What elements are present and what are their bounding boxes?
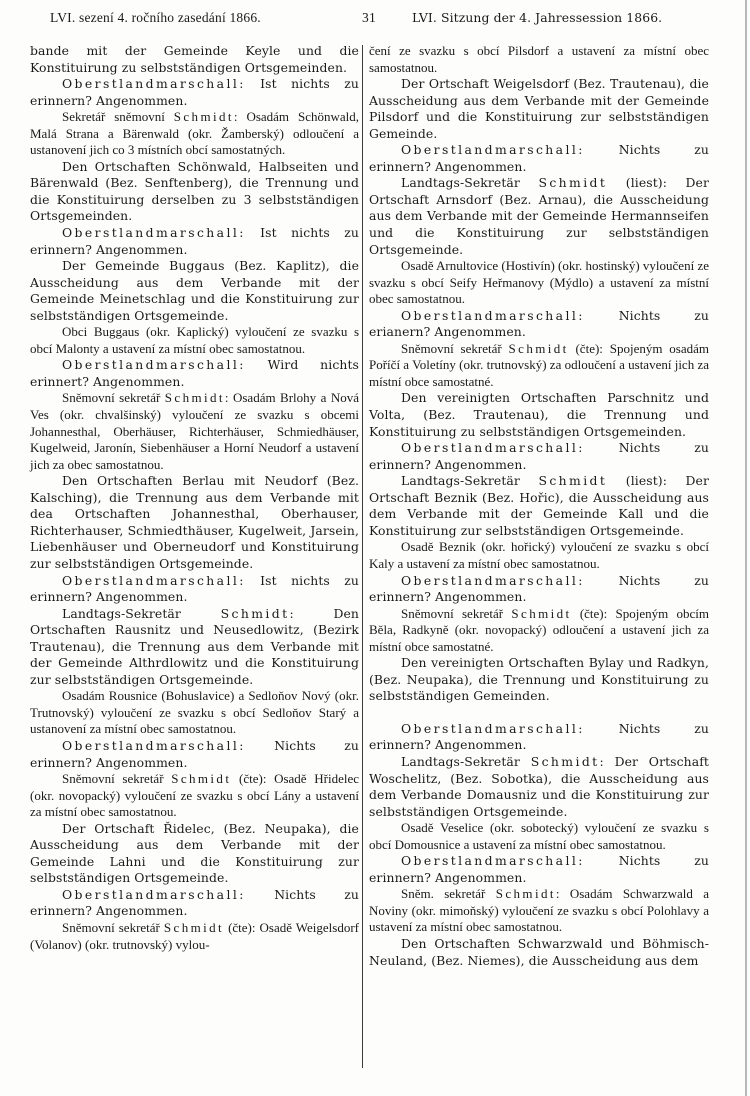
paragraph [369, 76, 709, 142]
paragraph [30, 357, 359, 390]
paragraph [30, 606, 359, 689]
paragraph-text: Nichts zu erinnern? Angenommen. [369, 572, 709, 605]
paragraph [369, 820, 709, 853]
speaker-title: Landtags-Sekretär [401, 175, 539, 191]
speaker-name: Oberstlandmarschall: [62, 357, 246, 373]
paragraph-text: Nichts zu erinnern? Angenommen. [30, 737, 359, 770]
paragraph-text: Der Ortschaft Weigelsdorf (Bez. Trautenau), die Ausscheidung aus dem Verbande mit der Gemeinde Pilsdorf und die Konstituirung zur selbstständigen Gemeinde. [369, 76, 709, 141]
header-czech-title: LVI. sezení 4. ročního zasedání 1866. [50, 10, 261, 25]
speaker-name: Oberstlandmarschall: [401, 142, 585, 158]
paragraph [30, 688, 359, 738]
speaker-name: Schmidt [220, 605, 290, 621]
speaker-title: Sněm. sekretář [401, 886, 496, 902]
paragraph [369, 936, 709, 969]
speaker-name: Oberstlandmarschall: [401, 307, 585, 323]
paragraph [369, 175, 709, 258]
running-header [0, 10, 750, 32]
paragraph [369, 473, 709, 539]
paragraph [369, 440, 709, 473]
paragraph [369, 655, 709, 705]
paragraph [369, 721, 709, 754]
paragraph-text: (čte): Spojeným osadám Poříčí a Voletíny (okr. trutnovský) za odloučení a ustavení jich za místní obce samostatné. [369, 340, 709, 389]
paragraph [30, 258, 359, 324]
paragraph [369, 853, 709, 886]
paragraph-text: Nichts zu erinnern? Angenommen. [30, 886, 359, 919]
paragraph [369, 308, 709, 341]
speaker-name: Oberstlandmarschall: [401, 720, 585, 736]
paragraph-text: Der Ortschaft Řidelec, (Bez. Neupaka), die Ausscheidung aus dem Verbande mit der Gemeinde Lahni und die Konstituirung zur selbstständigen Ortsgemeinde. [30, 820, 359, 886]
paragraph-text: Osadě Beznik (okr. hořický) vyloučení ze svazku s obcí Kaly a ustavení za místní obec samostatnou. [369, 539, 709, 571]
right-column [369, 43, 709, 969]
paragraph-text: Ist nichts zu erinnern? Angenommen. [30, 572, 359, 605]
paragraph-text: Ist nichts zu erinnern? Angenommen. [30, 225, 359, 257]
paragraph [30, 821, 359, 887]
speaker-name: Oberstlandmarschall: [62, 886, 246, 902]
paragraph [30, 887, 359, 920]
page-edge-border [745, 0, 747, 1096]
paragraph [369, 390, 709, 440]
paragraph [369, 886, 709, 936]
speaker-title: Sněmovní sekretář [62, 390, 165, 406]
speaker-title: Sněmovní sekretář [401, 605, 512, 621]
speaker-title: Sekretář sněmovní [62, 109, 174, 125]
paragraph [30, 920, 359, 953]
speaker-name: Oberstlandmarschall: [62, 225, 246, 241]
paragraph [30, 159, 359, 225]
speaker-title: Landtags-Sekretär [401, 753, 531, 769]
paragraph-text: Osadě Arnultovice (Hostivín) (okr. hostinský) vyloučení ze svazku s obcí Seify Heřmanovy (Mýdlo) a ustavení za místní obec samostatnou. [369, 258, 709, 307]
speaker-name: Schmidt [173, 109, 234, 125]
speaker-name: Oberstlandmarschall: [62, 737, 246, 753]
left-column [30, 43, 359, 953]
paragraph [30, 473, 359, 572]
paragraph-text: : Osadám Schwarzwald a Noviny (okr. mimoňský) vyloučení ze svazku s obcí Polohlavy a ustavení za místní obec samostatnou. [369, 886, 709, 935]
speaker-title: Sněmovní sekretář [62, 771, 172, 787]
header-german-title: LVI. Sitzung der 4. Jahressession 1866. [412, 10, 663, 25]
speaker-name: Schmidt [495, 886, 556, 902]
paragraph-text: (liest): Der Ortschaft Arnsdorf (Bez. Arnau), die Ausscheidung aus dem Verbande mit der Gemeinde Hermannseifen und die Konstituirung zur selbstständigen Ortsgemeinde. [369, 175, 709, 257]
paragraph [369, 539, 709, 572]
paragraph-text: (čte): Spojeným obcím Běla, Radkyně (okr. novopacký) odloučení a ustavení jich za místní obce samostatné. [369, 605, 709, 654]
speaker-name: Schmidt [530, 753, 600, 769]
paragraph [369, 258, 709, 308]
paragraph-text: (liest): Der Ortschaft Beznik (Bez. Hořic), die Ausscheidung aus dem Verbande mit der Gemeinde Kall und die Konstituirung zur selbstständigen Ortsgemeinde. [369, 473, 709, 538]
paragraph-text: Den Ortschaften Schwarzwald und Böhmisch-Neuland, (Bez. Niemes), die Ausscheidung aus dem [369, 935, 709, 968]
paragraph [369, 142, 709, 175]
paragraph-text: bande mit der Gemeinde Keyle und die Konstituirung zu selbstständigen Ortsgemeinden. [30, 43, 359, 75]
speaker-name: Schmidt [508, 340, 569, 356]
speaker-name: Oberstlandmarschall: [401, 572, 585, 588]
paragraph-text: Den Ortschaften Berlau mit Neudorf (Bez. Kalsching), die Trennung aus dem Verbande mit dea Ortschaften Johannesthal, Oberhauser, Richterhauser, Schmiedthäuser, Kugelweit, Jarsein, Liebenhäuser und Oberneudorf und Konstituirung zur selbstständigen Ortsgemeinde. [30, 473, 359, 571]
paragraph-text: : Osadám Brlohy a Nová Ves (okr. chvalšinský) vyloučení ze svazku s obcemi Johannesthal, Oberhäuser, Richterhäuser, Schmiedhäuser, Kugelweid, Jaronín, Siebenhäuser a Horní Neudorf a ustavení jich za obec samostatnou. [30, 390, 359, 472]
speaker-name: Oberstlandmarschall: [62, 76, 246, 92]
paragraph [30, 43, 359, 76]
paragraph-text: Den vereinigten Ortschaften Bylay und Radkyn, (Bez. Neupaka), die Trennung und Konstituirung zu selbstständigen Gemeinden. [369, 655, 709, 704]
speaker-name: Schmidt [538, 175, 608, 191]
paragraph [30, 738, 359, 771]
speaker-title: Sněmovní sekretář [401, 340, 509, 356]
paragraph [369, 43, 709, 76]
speaker-name: Schmidt [538, 473, 608, 489]
speaker-name: Oberstlandmarschall: [62, 572, 246, 588]
speaker-title: Sněmovní sekretář [62, 919, 164, 935]
paragraph-text: čení ze svazku s obcí Pilsdorf a ustavení za místní obec samostatnou. [369, 43, 709, 75]
paragraph-text: Ist nichts zu erinnern? Angenommen. [30, 76, 359, 108]
paragraph-text: : Den Ortschaften Rausnitz und Neusedlowitz, (Bezirk Trautenau), die Trennung aus dem Verbande mit der Gemeinde Althrdlowitz und die Konstituirung zur selbstständigen Ortsgemeinde. [30, 605, 359, 687]
paragraph [30, 573, 359, 606]
paragraph [30, 225, 359, 258]
speaker-name: Schmidt [511, 605, 572, 621]
speaker-name: Oberstlandmarschall: [401, 440, 585, 456]
paragraph [30, 324, 359, 357]
speaker-name: Schmidt [164, 390, 225, 406]
paragraph-text: Osadám Rousnice (Bohuslavice) a Sedloňov Nový (okr. Trutnovský) vyloučení ze svazku s obcí Sedloňov Starý a ustanovení za místní obec samostatnou. [30, 688, 359, 737]
paragraph-text: Wird nichts erinnert? Angenommen. [30, 357, 359, 389]
paragraph-text: (čte): Osadě Hřidelec (okr. novopacký) vyloučení ze svazku s obcí Lány a ustavení za místní obec samostatnou. [30, 771, 359, 820]
paragraph-text: Nichts zu erinnern? Angenommen. [369, 853, 709, 885]
speaker-title: Landtags-Sekretär [62, 605, 221, 621]
paragraph [30, 109, 359, 159]
paragraph-text: Den vereinigten Ortschaften Parschnitz und Volta, (Bez. Trautenau), die Trennung und Konstituirung zu selbstständigen Ortsgemeinden. [369, 390, 709, 439]
paragraph-text: : Der Ortschaft Woschelitz, (Bez. Sobotka), die Ausscheidung aus dem Verbande Domausniz und die Konstituirung zur selbstständigen Ortsgemeinde. [369, 753, 709, 819]
paragraph-text: Osadě Veselice (okr. sobotecký) vyloučení ze svazku s obcí Domousnice a ustavení za místní obec samostatnou. [369, 820, 709, 852]
paragraph [369, 341, 709, 391]
paragraph-text: Den Ortschaften Schönwald, Halbseiten und Bärenwald (Bez. Senftenberg), die Trennung und die Konstituirung derselben zu 3 selbstständigen Ortsgemeinden. [30, 158, 359, 224]
paragraph-text: (čte): Osadě Weigelsdorf (Volanov) (okr. trutnovský) vylou- [30, 919, 359, 952]
paragraph-text: Obci Buggaus (okr. Kaplický) vyloučení ze svazku s obcí Malonty a ustavení za místní obec samostatnou. [30, 324, 359, 356]
paragraph [369, 754, 709, 820]
paragraph [30, 390, 359, 473]
column-divider [362, 45, 363, 1068]
speaker-name: Oberstlandmarschall: [401, 853, 585, 869]
paragraph-text: : Osadám Schönwald, Malá Strana a Bärenwald (okr. Žamberský) odloučení a ustanovení jich co 3 místních obcí samostatných. [30, 109, 359, 158]
speaker-name: Schmidt [171, 771, 232, 787]
page-number: 31 [362, 10, 376, 25]
paragraph-text: Nichts zu erinnern? Angenommen. [369, 440, 709, 472]
paragraph [30, 76, 359, 109]
paragraph-text: Nichts zu erinnern? Angenommen. [369, 720, 709, 753]
paragraph-text: Nichts zu erinnern? Angenommen. [369, 142, 709, 174]
paragraph [30, 771, 359, 821]
speaker-title: Landtags-Sekretär [401, 473, 539, 489]
paragraph-text: Nichts zu erianern? Angenommen. [369, 307, 709, 340]
paragraph [369, 573, 709, 606]
paragraph-text: Der Gemeinde Buggaus (Bez. Kaplitz), die Ausscheidung aus dem Verbande mit der Gemeinde Meinetschlag und die Konstituirung zur selbstständigen Ortsgemeinde. [30, 258, 359, 323]
paragraph [369, 606, 709, 656]
speaker-name: Schmidt [163, 919, 225, 935]
